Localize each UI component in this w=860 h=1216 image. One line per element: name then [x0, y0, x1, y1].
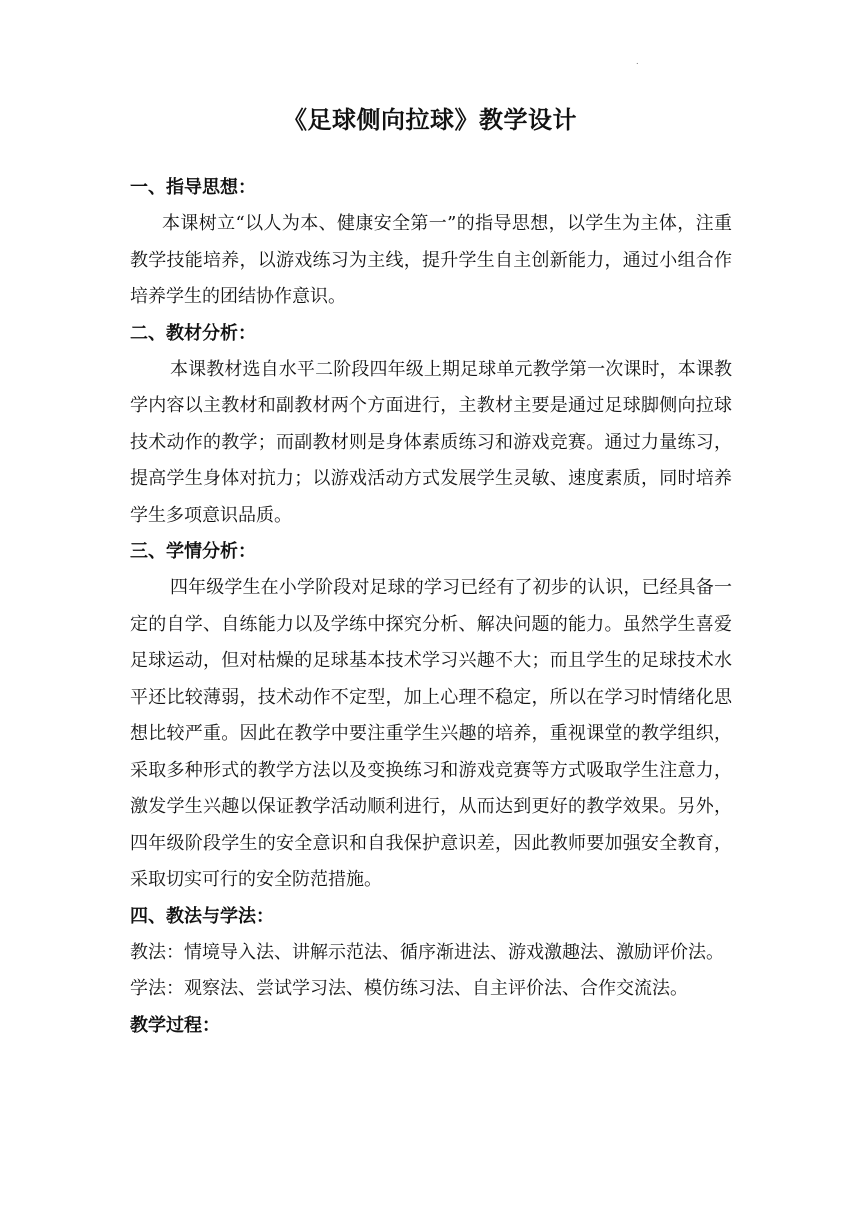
corner-mark: . — [636, 57, 639, 66]
document-body — [130, 170, 732, 1044]
section-heading-student-analysis: 三、学情分析： — [130, 541, 256, 562]
section-paragraph: 四年级学生在小学阶段对足球的学习已经有了初步的认识，已经具备一定的自学、自练能力以及学练中探究分析、解决问题的能力。虽然学生喜爱足球运动，但对枯燥的足球基本技术学习兴趣不大；而且学生的足球技术水平还比较薄弱，技术动作不定型，加上心理不稳定，所以在学习时情绪化思想比较严重。因此在教学中要注重学生兴趣的培养，重视课堂的教学组织，采取多种形式的教学方法以及变换练习和游戏竞赛等方式吸取学生注意力，激发学生兴趣以保证教学活动顺利进行，从而达到更好的教学效果。另外，四年级阶段学生的安全意识和自我保护意识差，因此教师要加强安全教育，采取切实可行的安全防范措施。 — [130, 577, 732, 890]
section-heading-teaching-process: 教学过程： — [130, 1014, 220, 1036]
section-paragraph: 本课树立“以人为本、健康安全第一”的指导思想，以学生为主体，注重教学技能培养，以游戏练习为主线，提升学生自主创新能力，通过小组合作培养学生的团结协作意识。 — [130, 213, 732, 307]
section-heading-guiding-ideology: 一、指导思想： — [130, 177, 256, 198]
section-heading-methods: 四、教法与学法： — [130, 905, 274, 927]
document-title: 《足球侧向拉球》教学设计 — [283, 105, 577, 134]
learning-methods-paragraph: 学法：观察法、尝试学习法、模仿练习法、自主评价法、合作交流法。 — [130, 978, 688, 999]
section-paragraph: 本课教材选自水平二阶段四年级上期足球单元教学第一次课时，本课教学内容以主教材和副教材两个方面进行，主教材主要是通过足球脚侧向拉球技术动作的教学；而副教材则是身体素质练习和游戏竞赛。通过力量练习，提高学生身体对抗力；以游戏活动方式发展学生灵敏、速度素质，同时培养学生多项意识品质。 — [130, 358, 732, 526]
section-heading-material-analysis: 二、教材分析： — [130, 322, 256, 344]
teaching-methods-paragraph: 教法：情境导入法、讲解示范法、循序渐进法、游戏激趣法、激励评价法。 — [130, 941, 724, 963]
